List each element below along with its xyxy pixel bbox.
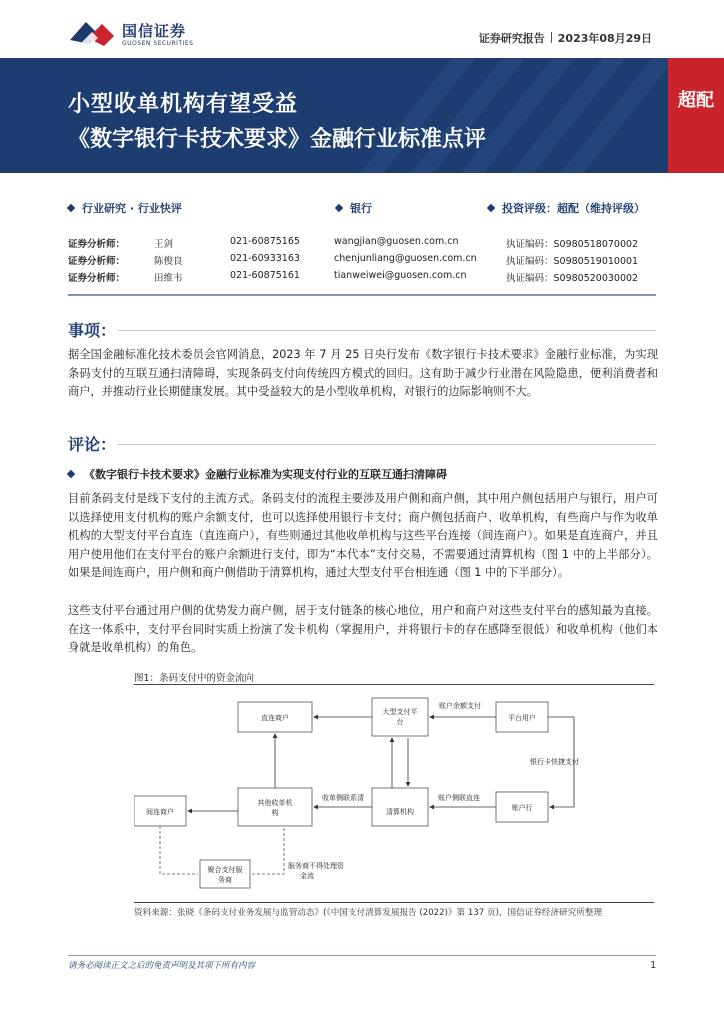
- diamond-icon: [67, 470, 75, 478]
- label-aggregator: 聚合支付服: [207, 866, 243, 874]
- meta-divider: [551, 32, 552, 43]
- rating-badge: [668, 58, 724, 173]
- label-big-platform: 大型支付平: [382, 708, 418, 716]
- comment-subheading: 《数字银行卡技术要求》金融行业标准为实现支付行业的互联互通扫清障碍: [68, 466, 447, 482]
- label-direct-merchant: 直连商户: [261, 714, 289, 722]
- svg-text:务商: 务商: [218, 876, 232, 884]
- edge-service-note: 服务商不得处理资: [288, 862, 344, 870]
- comment-paragraph-2: 这些支付平台通过用户侧的优势发力商户侧，居于支付链条的核心地位，用户和商户对这些支付平台的感知最为直接。在这一体系中，支付平台同时实质上扮演了发卡机构（掌握用户，并将银行卡的存在感降至很低）和收单机构（他们本身就是收单机构）的角色。: [68, 604, 658, 655]
- diamond-icon: [67, 204, 75, 212]
- analyst-email[interactable]: wangjian@guosen.com.cn: [334, 236, 459, 247]
- comment-heading: 评论：: [68, 435, 117, 454]
- logo-name-en: GUOSEN SECURITIES: [122, 40, 194, 47]
- heading-rule: [118, 444, 656, 445]
- label-account-bank: 账户行: [511, 804, 533, 812]
- logo-name-cn: 国信证券: [122, 22, 187, 40]
- edge-acct-direct: 账户侧联直连: [438, 794, 480, 802]
- svg-text:构: 构: [271, 809, 279, 817]
- analyst-role: 证券分析师：: [68, 273, 126, 284]
- node-other-acquirer: [238, 788, 312, 826]
- figure-rule-top: [134, 684, 654, 685]
- analyst-email[interactable]: chenjunliang@guosen.com.cn: [334, 253, 477, 264]
- category-industry: 行业研究 · 行业快评: [68, 200, 182, 216]
- analyst-cert: 执证编码：S0980519010001: [506, 256, 639, 267]
- label-indirect-merchant: 间连商户: [146, 808, 174, 816]
- edge-balance-pay: 账户余额支付: [439, 702, 481, 710]
- figure-rule-bottom: [134, 902, 654, 903]
- edge-card-quick-pay: 银行卡快捷支付: [530, 758, 579, 766]
- report-date: 2023年08月29日: [557, 32, 652, 45]
- edge-collect-clear: 收单侧联系清: [322, 794, 364, 802]
- comment-paragraph-1: 目前条码支付是线下支付的主流方式。条码支付的流程主要涉及用户侧和商户侧，其中用户侧包括用户与银行，用户可以选择使用支付机构的账户余额支付，也可以选择使用银行卡支付；商户侧包括商户、收单机构，有些商户与作为收单机构的大型支付平台直连（直连商户），有些则通过其他收单机构与这些平台连接（间连商户）。如果是直连商户，并且用户使用他们在支付平台的账户余额进行支付，即为“本代本”支付交易，不需要通过清算机构（图 1 中的上半部分）。如果是间连商户，用户侧和商户侧借助于清算机构，通过大型支付平台相连通（图 1 中的下半部分）。: [68, 492, 658, 580]
- figure-title: 图1：条码支付中的资金流向: [134, 673, 255, 684]
- report-title: 小型收单机构有望受益: [68, 92, 299, 117]
- label-other-acquirer: 其他收单机: [257, 799, 293, 807]
- figure-source: 资料来源：张晓《条码支付业务发展与监管动态》(《中国支付清算发展报告 (2022)》第 137 页)，国信证券经济研究所整理: [134, 908, 603, 918]
- node-big-platform: [372, 698, 428, 736]
- node-clearing: [372, 788, 428, 826]
- analyst-role: 证券分析师：: [68, 239, 126, 250]
- label-platform-user: 平台用户: [508, 714, 536, 722]
- category-sector: 银行: [336, 200, 372, 216]
- svg-text:台: 台: [396, 718, 404, 726]
- analyst-divider: [68, 294, 656, 296]
- diamond-icon: [335, 204, 343, 212]
- footer-disclaimer: 请务必阅读正文之后的免责声明及其项下所有内容: [68, 961, 256, 971]
- analyst-name: 田维韦: [154, 273, 183, 284]
- footer-rule: [68, 955, 656, 956]
- guosen-logo-icon: [68, 18, 116, 48]
- analyst-phone: 021-60933163: [230, 253, 300, 264]
- analyst-phone: 021-60875161: [230, 270, 300, 281]
- rating-badge-text: 超配: [678, 90, 714, 111]
- event-text: 据全国金融标准化技术委员会官网消息，2023 年 7 月 25 日央行发布《数字银行卡技术要求》金融行业标准，为实现条码支付的互联互通扫清障碍，实现条码支付向传统四方模式的回归。这有助于减少行业潜在风险隐患，便利消费者和商户，并推动行业长期健康发展。其中受益较大的是小型收单机构，对银行的边际影响则不大。: [68, 348, 658, 399]
- analyst-cert: 执证编码：S0980520030002: [506, 273, 639, 284]
- analyst-phone: 021-60875165: [230, 236, 300, 247]
- event-heading: 事项：: [68, 321, 117, 340]
- report-subtitle: 《数字银行卡技术要求》金融行业标准点评: [68, 127, 487, 152]
- analyst-role: 证券分析师：: [68, 256, 126, 267]
- diamond-icon: [487, 204, 495, 212]
- payment-flow-diagram: [134, 688, 654, 900]
- svg-text:金流: 金流: [300, 872, 314, 880]
- analyst-name: 陈俊良: [154, 256, 183, 267]
- analyst-name: 王剑: [154, 239, 174, 250]
- report-meta: [479, 30, 652, 46]
- report-type: 证券研究报告: [478, 32, 545, 45]
- analyst-email[interactable]: tianweiwei@guosen.com.cn: [334, 270, 467, 281]
- page-number: 1: [650, 960, 657, 971]
- category-rating: 投资评级：超配（维持评级）: [488, 200, 645, 216]
- label-clearing: 清算机构: [386, 808, 414, 816]
- heading-rule: [118, 330, 656, 331]
- analyst-cert: 执证编码：S0980518070002: [506, 239, 639, 250]
